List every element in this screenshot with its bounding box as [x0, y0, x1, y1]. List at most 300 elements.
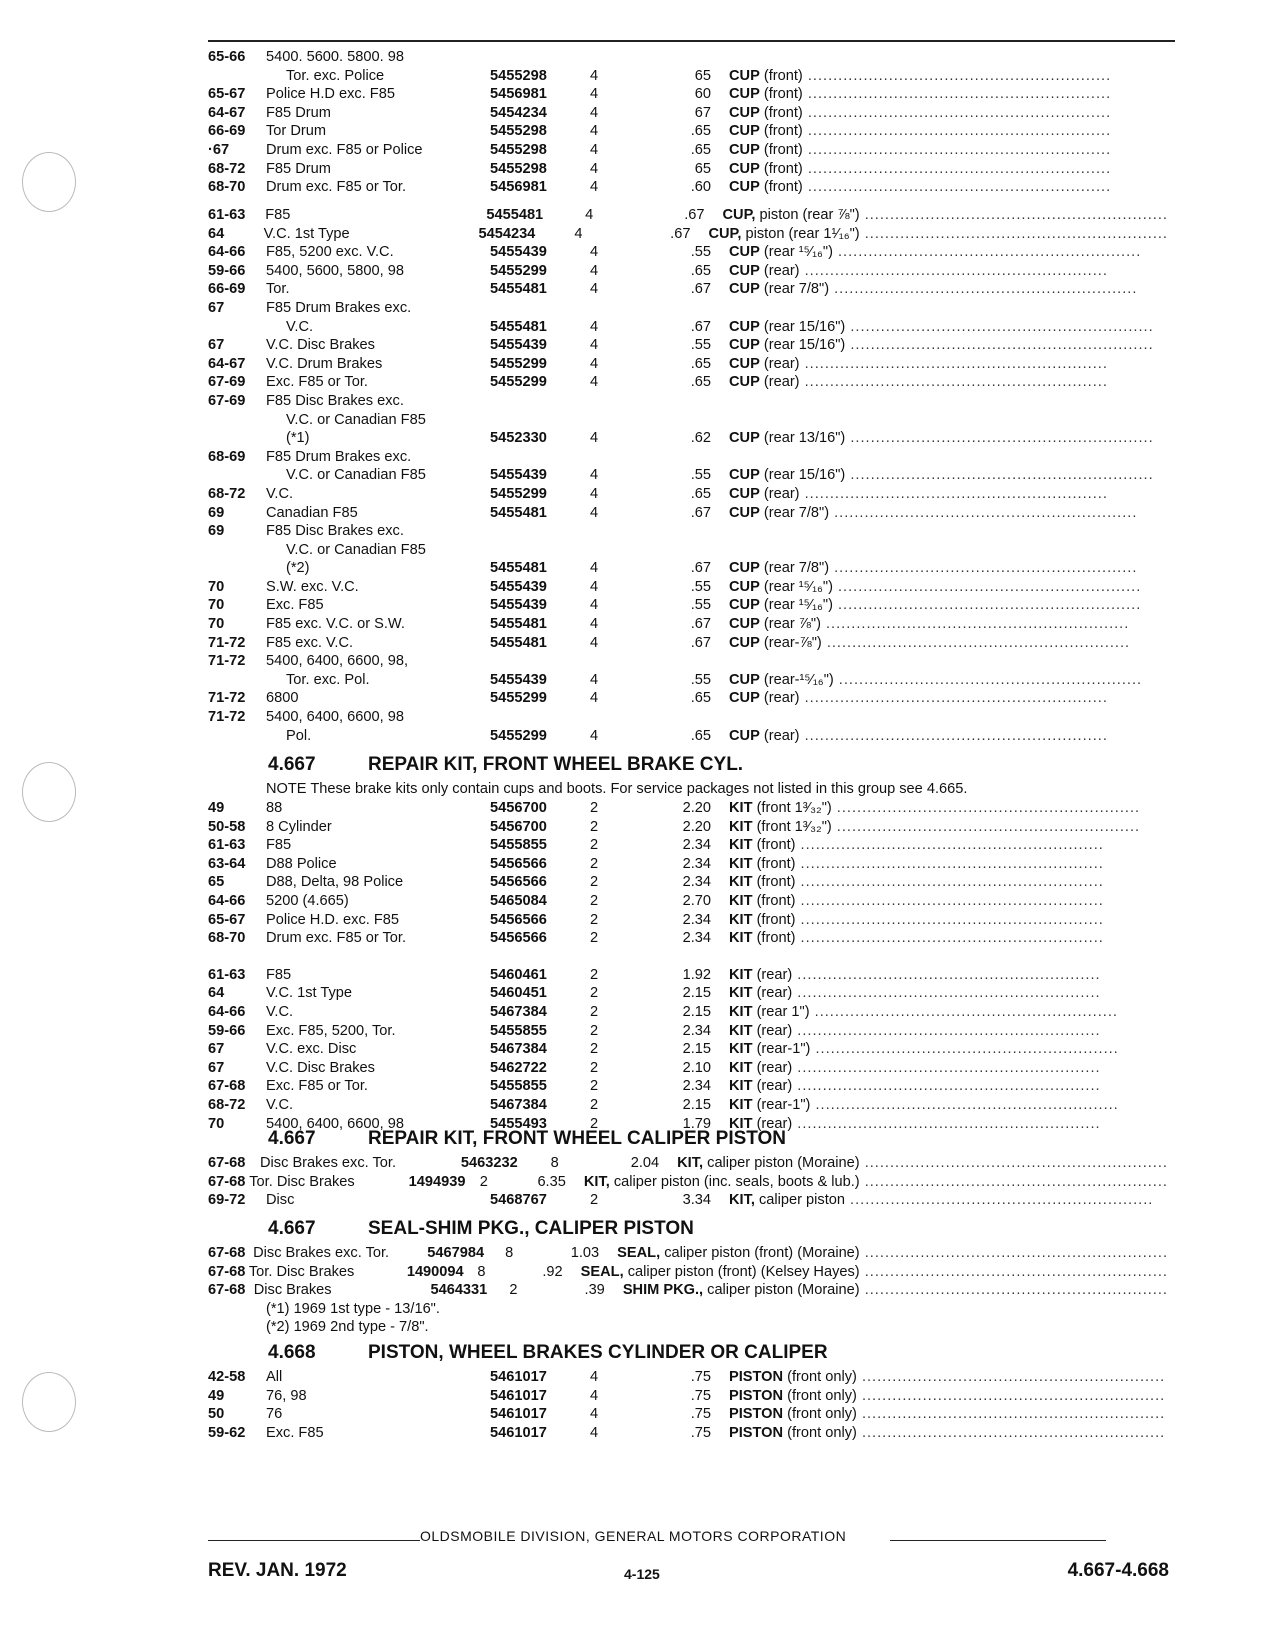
part-name-cell	[729, 262, 1168, 281]
description-cell: 5400. 5600. 5800. 98	[266, 49, 404, 65]
year-cell: 67-68	[208, 1078, 246, 1095]
quantity-cell: 4	[590, 86, 599, 103]
year-cell	[208, 318, 266, 337]
part-name-detail: (rear 7/8")	[759, 560, 830, 577]
part-name-cell	[729, 67, 1168, 86]
description-cell: Canadian F85	[266, 504, 358, 521]
part-name-cell	[729, 141, 1168, 160]
description-cell: Tor. exc. Police	[286, 67, 385, 84]
part-row	[208, 855, 1168, 874]
year-cell	[208, 559, 266, 578]
quantity-cell: 4	[590, 1369, 599, 1385]
part-row	[208, 373, 1168, 392]
part-row	[208, 299, 1168, 318]
part-name-bold: CUP	[729, 485, 760, 502]
description-cell: Disc	[266, 1192, 295, 1209]
part-name-bold: KIT	[729, 985, 753, 1002]
part-number-cell	[490, 541, 590, 560]
part-name-detail: (rear ¹⁵⁄₁₆")	[759, 578, 833, 595]
part-row	[208, 355, 1168, 374]
part-name-detail: (front)	[752, 837, 796, 854]
part-name-cell	[708, 225, 1168, 244]
part-name-bold: PISTON	[729, 1387, 784, 1404]
leader-dots: ............................................................	[802, 67, 1112, 84]
part-name-cell	[729, 892, 1168, 911]
part-number-cell: 5455493	[490, 1115, 547, 1132]
description-cell: D88, Delta, 98 Police	[266, 874, 404, 891]
quantity-cell: 4	[590, 690, 599, 707]
quantity-cell: 2	[590, 985, 599, 1002]
quantity-cell	[590, 708, 664, 727]
part-row	[208, 262, 1168, 281]
quantity-cell: 4	[590, 104, 599, 121]
price-cell	[664, 522, 729, 541]
part-name-detail: (rear)	[759, 485, 800, 502]
description-cell: F85, 5200 exc. V.C.	[266, 244, 394, 261]
year-cell: 61-63	[208, 837, 246, 854]
quantity-cell: 2	[590, 966, 599, 983]
price-cell: .67	[690, 504, 711, 521]
part-name-cell	[729, 873, 1168, 892]
leader-dots: ............................................................	[829, 281, 1138, 298]
quantity-cell: 4	[574, 225, 583, 242]
section-note: NOTE These brake kits only contain cups and boots. For service packages not listed in this group see 4.665.	[266, 781, 968, 797]
part-name-cell	[729, 1387, 1168, 1406]
description-cell: 5400, 6400, 6600, 98,	[266, 653, 409, 670]
price-cell: 2.15	[682, 985, 711, 1002]
part-row	[208, 652, 1168, 671]
price-cell: .67	[690, 560, 711, 577]
part-number-cell: 5455299	[490, 690, 547, 707]
leader-dots: ............................................................	[859, 1282, 1168, 1299]
part-row	[208, 1281, 1168, 1300]
year-cell: 69-72	[208, 1192, 246, 1209]
year-cell: 61-63	[208, 966, 246, 983]
price-cell: .65	[690, 727, 711, 744]
part-name-bold: CUP	[729, 123, 760, 140]
part-name-detail: (rear)	[752, 1022, 793, 1039]
pistons-list	[208, 1368, 1168, 1442]
part-name-detail: (rear 7/8")	[759, 281, 830, 298]
quantity-cell: 4	[590, 179, 599, 196]
leader-dots: ............................................................	[792, 1115, 1101, 1132]
quantity-cell: 4	[590, 504, 599, 521]
leader-dots: ............................................................	[810, 1096, 1119, 1113]
part-row	[208, 225, 1168, 244]
year-cell: 67-69	[208, 374, 246, 391]
part-name-cell	[729, 615, 1168, 634]
description-cell: Exc. F85 or Tor.	[266, 374, 368, 391]
part-name-cell	[729, 966, 1168, 985]
year-cell: 65-66	[208, 49, 246, 65]
part-number-cell: 5467384	[490, 1003, 547, 1020]
part-number-cell: 5455481	[490, 504, 547, 521]
year-cell: 49	[208, 800, 225, 816]
quantity-cell: 8	[550, 1155, 559, 1171]
part-name-detail: (front)	[752, 855, 796, 872]
part-row	[208, 206, 1168, 225]
part-number-cell: 5460461	[490, 966, 547, 983]
part-number-cell: 5455439	[490, 578, 547, 595]
price-cell: 2.34	[682, 930, 711, 947]
year-cell: 69	[208, 523, 225, 540]
leader-dots: ............................................................	[795, 855, 1104, 872]
part-name-cell	[729, 929, 1168, 948]
part-number-cell	[490, 48, 590, 67]
description-cell: F85 exc. V.C.	[266, 634, 354, 651]
part-name-bold: CUP	[729, 160, 760, 177]
quantity-cell: 4	[590, 430, 599, 447]
description-cell: 8 Cylinder	[266, 818, 332, 835]
rear-cups-list	[208, 206, 1168, 745]
year-cell: 65-67	[208, 911, 246, 928]
part-number-cell: 5455481	[490, 281, 547, 298]
description-cell: Police H.D exc. F85	[266, 86, 395, 103]
section-reference: 4.667-4.668	[1067, 1560, 1169, 1581]
year-cell: 69	[208, 504, 225, 521]
part-name-cell	[729, 689, 1168, 708]
year-cell	[208, 541, 266, 560]
section-heading: 4.667 REPAIR KIT, FRONT WHEEL CALIPER PISTON	[268, 1128, 787, 1149]
part-number-cell: 5462722	[490, 1059, 547, 1076]
part-number-cell: 5455855	[490, 1078, 547, 1095]
leader-dots: ............................................................	[792, 966, 1101, 983]
description-cell: V.C. or Canadian F85	[286, 411, 426, 428]
year-cell: 64	[208, 225, 225, 242]
description-cell: V.C. Disc Brakes	[266, 1059, 375, 1076]
part-name-bold: CUP	[729, 67, 760, 84]
part-name-detail: (rear 15/16")	[759, 337, 846, 354]
price-cell: 2.34	[682, 1022, 711, 1039]
price-cell: 1.92	[682, 966, 711, 983]
year-cell: 70	[208, 597, 225, 614]
quantity-cell: 2	[590, 800, 599, 816]
front-kits-list	[208, 799, 1168, 948]
part-number-cell: 5456700	[490, 800, 547, 816]
description-cell: V.C.	[286, 318, 314, 335]
description-cell: V.C. or Canadian F85	[286, 467, 426, 484]
year-cell	[208, 466, 266, 485]
description-cell: 76, 98	[266, 1387, 307, 1404]
part-name-detail: (front only)	[783, 1406, 857, 1423]
leader-dots: ............................................................	[802, 141, 1112, 158]
year-cell: 67	[208, 337, 225, 354]
price-cell: .55	[690, 578, 711, 595]
part-name-bold: KIT	[729, 1078, 753, 1095]
part-number-cell: 5461017	[490, 1406, 547, 1423]
part-name-detail: caliper piston (Moraine)	[703, 1282, 860, 1299]
part-name-detail: (rear)	[752, 1115, 793, 1132]
leader-dots: ............................................................	[821, 634, 1131, 651]
quantity-cell: 2	[590, 911, 599, 928]
part-name-detail: (rear 1")	[752, 1003, 810, 1020]
part-number-cell: 5461017	[490, 1369, 547, 1385]
part-number-cell: 5452330	[490, 430, 547, 447]
leader-dots: ............................................................	[845, 1192, 1154, 1209]
part-name-cell	[623, 1281, 1168, 1300]
leader-dots: ............................................................	[845, 430, 1154, 447]
part-row	[208, 966, 1168, 985]
quantity-cell: 4	[590, 374, 599, 391]
part-name-bold: CUP,	[722, 207, 756, 223]
part-row	[208, 818, 1168, 837]
part-row	[208, 1387, 1168, 1406]
price-cell: .65	[690, 141, 711, 158]
description-cell: F85 Drum	[266, 104, 331, 121]
part-name-detail: piston (rear 1¹⁄₁₆")	[741, 225, 860, 242]
leader-dots: ............................................................	[832, 597, 1142, 614]
part-row	[208, 122, 1168, 141]
seals-list	[208, 1244, 1168, 1300]
part-number-cell: 5463232	[460, 1155, 518, 1171]
part-number-cell: 5455439	[490, 337, 547, 354]
part-name-detail: (front only)	[783, 1387, 857, 1404]
part-number-cell: 5455481	[490, 634, 547, 651]
part-number-cell: 5455481	[490, 616, 547, 633]
footer-division: OLDSMOBILE DIVISION, GENERAL MOTORS CORPORATION	[420, 1528, 847, 1544]
part-row	[208, 1003, 1168, 1022]
part-name-cell	[729, 522, 1168, 541]
part-row	[208, 141, 1168, 160]
punch-hole	[22, 1372, 76, 1432]
part-number-cell: 5461017	[490, 1424, 547, 1441]
price-cell: 67	[694, 104, 711, 121]
year-cell: 59-66	[208, 262, 246, 279]
part-name-bold: KIT	[729, 1041, 753, 1058]
part-row	[208, 466, 1168, 485]
part-name-cell	[729, 984, 1168, 1003]
part-number-cell: 5455298	[490, 141, 547, 158]
part-row	[208, 280, 1168, 299]
part-name-detail: (rear)	[752, 966, 793, 983]
leader-dots: ............................................................	[859, 207, 1168, 223]
description-cell: Tor. Disc Brakes	[248, 1263, 355, 1280]
leader-dots: ............................................................	[859, 1173, 1168, 1190]
part-row	[208, 1096, 1168, 1115]
price-cell: .55	[690, 337, 711, 354]
leader-dots: ............................................................	[810, 1041, 1119, 1058]
price-cell: 2.15	[682, 1003, 711, 1020]
year-cell: 63-64	[208, 855, 246, 872]
price-cell: .67	[684, 207, 705, 223]
year-cell	[208, 429, 266, 448]
part-row	[208, 1022, 1168, 1041]
part-name-cell	[617, 1244, 1168, 1263]
part-name-detail: caliper piston (front) (Moraine)	[660, 1245, 860, 1261]
year-cell: 68-70	[208, 179, 246, 196]
part-row	[208, 1077, 1168, 1096]
price-cell	[664, 652, 729, 671]
description-cell: Drum exc. F85 or Tor.	[266, 179, 407, 196]
price-cell: .65	[690, 262, 711, 279]
part-name-detail: (rear)	[752, 985, 793, 1002]
leader-dots: ............................................................	[792, 1078, 1101, 1095]
part-number-cell: 5455855	[490, 1022, 547, 1039]
part-name-detail: (front)	[759, 160, 803, 177]
part-name-bold: CUP	[729, 690, 760, 707]
part-name-bold: PISTON	[729, 1406, 784, 1423]
description-cell: Tor. exc. Pol.	[286, 671, 370, 688]
quantity-cell	[590, 652, 664, 671]
part-name-cell	[729, 336, 1168, 355]
part-name-detail: (front 1³⁄₃₂")	[752, 818, 832, 835]
part-name-bold: KIT	[729, 892, 753, 909]
part-name-bold: CUP	[729, 337, 760, 354]
part-name-bold: KIT	[729, 1003, 753, 1020]
part-number-cell: 5455299	[490, 355, 547, 372]
quantity-cell	[590, 392, 664, 411]
section-piston	[208, 1338, 1168, 1442]
part-name-detail: (rear ¹⁵⁄₁₆")	[759, 597, 833, 614]
part-name-bold: CUP	[729, 616, 760, 633]
part-row	[208, 799, 1168, 818]
part-number-cell: 5454234	[490, 104, 547, 121]
leader-dots: ............................................................	[829, 504, 1138, 521]
part-name-detail: caliper piston (Moraine)	[703, 1155, 860, 1171]
part-row	[208, 1191, 1168, 1210]
part-name-cell	[723, 206, 1168, 225]
part-name-bold: CUP	[729, 86, 760, 103]
quantity-cell: 4	[590, 281, 599, 298]
quantity-cell: 2	[590, 1022, 599, 1039]
part-number-cell: 1490094	[406, 1263, 464, 1280]
part-number-cell: 5456566	[490, 855, 547, 872]
part-name-detail: (rear)	[759, 727, 800, 744]
description-cell: V.C. 1st Type	[263, 225, 350, 242]
part-row	[208, 411, 1168, 430]
part-name-bold: CUP	[729, 727, 760, 744]
year-cell: 67	[208, 1041, 225, 1058]
description-cell: V.C.	[266, 1003, 294, 1020]
description-cell: Exc. F85 or Tor.	[266, 1078, 368, 1095]
quantity-cell: 4	[590, 597, 599, 614]
year-cell: 70	[208, 578, 225, 595]
part-number-cell: 5456566	[490, 930, 547, 947]
quantity-cell: 2	[590, 892, 599, 909]
quantity-cell: 4	[590, 244, 599, 261]
leader-dots: ............................................................	[856, 1424, 1166, 1441]
description-cell: 5200 (4.665)	[266, 892, 349, 909]
part-row	[208, 243, 1168, 262]
part-name-bold: CUP	[729, 634, 760, 651]
price-cell: .75	[690, 1424, 711, 1441]
leader-dots: ............................................................	[859, 1263, 1168, 1280]
price-cell: 2.34	[682, 1078, 711, 1095]
part-number-cell: 5465084	[490, 892, 547, 909]
description-cell: (*1)	[286, 430, 310, 447]
description-cell: Drum exc. F85 or Tor.	[266, 930, 407, 947]
description-cell: 5400, 5600, 5800, 98	[266, 262, 404, 279]
leader-dots: ............................................................	[802, 86, 1112, 103]
part-row	[208, 1059, 1168, 1078]
part-name-cell	[729, 485, 1168, 504]
quantity-cell: 4	[590, 671, 599, 688]
part-name-cell	[729, 355, 1168, 374]
year-cell: 67-68	[208, 1263, 246, 1280]
description-cell: 76	[266, 1406, 283, 1423]
part-name-bold: CUP	[729, 560, 760, 577]
part-row	[208, 485, 1168, 504]
part-name-detail: (rear-1")	[752, 1041, 811, 1058]
part-name-bold: CUP	[729, 374, 760, 391]
price-cell: 65	[694, 67, 711, 84]
leader-dots: ............................................................	[832, 244, 1142, 261]
footer-rule	[208, 1540, 420, 1541]
description-cell: (*2)	[286, 560, 310, 577]
part-name-bold: KIT	[729, 855, 753, 872]
part-number-cell: 5455299	[490, 262, 547, 279]
part-name-detail: (rear)	[752, 1078, 793, 1095]
part-name-detail: (front)	[759, 67, 803, 84]
part-row	[208, 689, 1168, 708]
part-name-cell	[729, 727, 1168, 746]
leader-dots: ............................................................	[802, 123, 1112, 140]
part-name-cell	[729, 280, 1168, 299]
quantity-cell: 4	[590, 1406, 599, 1423]
description-cell: F85 Drum	[266, 160, 331, 177]
year-cell	[208, 411, 266, 430]
part-number-cell: 5467384	[490, 1041, 547, 1058]
part-name-detail: (front)	[759, 86, 803, 103]
year-cell: 64-66	[208, 244, 246, 261]
description-cell: V.C. Drum Brakes	[266, 355, 383, 372]
part-name-bold: KIT,	[677, 1155, 704, 1171]
part-name-detail: (rear 7/8")	[759, 504, 830, 521]
part-name-detail: (front)	[759, 179, 803, 196]
quantity-cell: 4	[590, 727, 599, 744]
part-row	[208, 67, 1168, 86]
part-name-detail: (rear-1")	[752, 1096, 811, 1113]
leader-dots: ............................................................	[799, 485, 1108, 502]
leader-dots: ............................................................	[820, 616, 1130, 633]
year-cell: 64-67	[208, 104, 246, 121]
quantity-cell: 2	[590, 1059, 599, 1076]
description-cell: 5400, 6400, 6600, 98	[266, 1115, 404, 1132]
part-name-detail: caliper piston	[754, 1192, 845, 1209]
part-name-detail: (rear 13/16")	[759, 430, 846, 447]
quantity-cell: 2	[479, 1173, 488, 1190]
part-name-cell	[729, 836, 1168, 855]
quantity-cell: 4	[590, 67, 599, 84]
year-cell: 66-69	[208, 281, 246, 298]
quantity-cell: 2	[590, 818, 599, 835]
price-cell: 6.35	[537, 1173, 566, 1190]
description-cell: F85 Drum Brakes exc.	[266, 299, 412, 316]
quantity-cell: 4	[590, 578, 599, 595]
part-name-detail: piston (rear ⅞")	[755, 207, 860, 223]
year-cell: 70	[208, 616, 225, 633]
part-name-cell	[584, 1173, 1168, 1192]
price-cell: .67	[690, 616, 711, 633]
price-cell: .65	[690, 374, 711, 391]
part-name-cell	[729, 243, 1168, 262]
price-cell: 2.34	[682, 855, 711, 872]
price-cell	[664, 541, 729, 560]
part-number-cell: 5456981	[490, 179, 547, 196]
part-number-cell	[490, 448, 590, 467]
part-row	[208, 336, 1168, 355]
section-heading: 4.668 PISTON, WHEEL BRAKES CYLINDER OR CALIPER	[268, 1342, 828, 1363]
year-cell	[208, 671, 266, 690]
part-number-cell: 5455439	[490, 671, 547, 688]
quantity-cell: 4	[590, 262, 599, 279]
part-row	[208, 1368, 1168, 1387]
part-name-cell	[729, 1022, 1168, 1041]
leader-dots: ............................................................	[809, 1003, 1118, 1020]
part-name-cell	[729, 1077, 1168, 1096]
part-name-detail: caliper piston (front) (Kelsey Hayes)	[623, 1263, 860, 1280]
quantity-cell: 4	[590, 616, 599, 633]
